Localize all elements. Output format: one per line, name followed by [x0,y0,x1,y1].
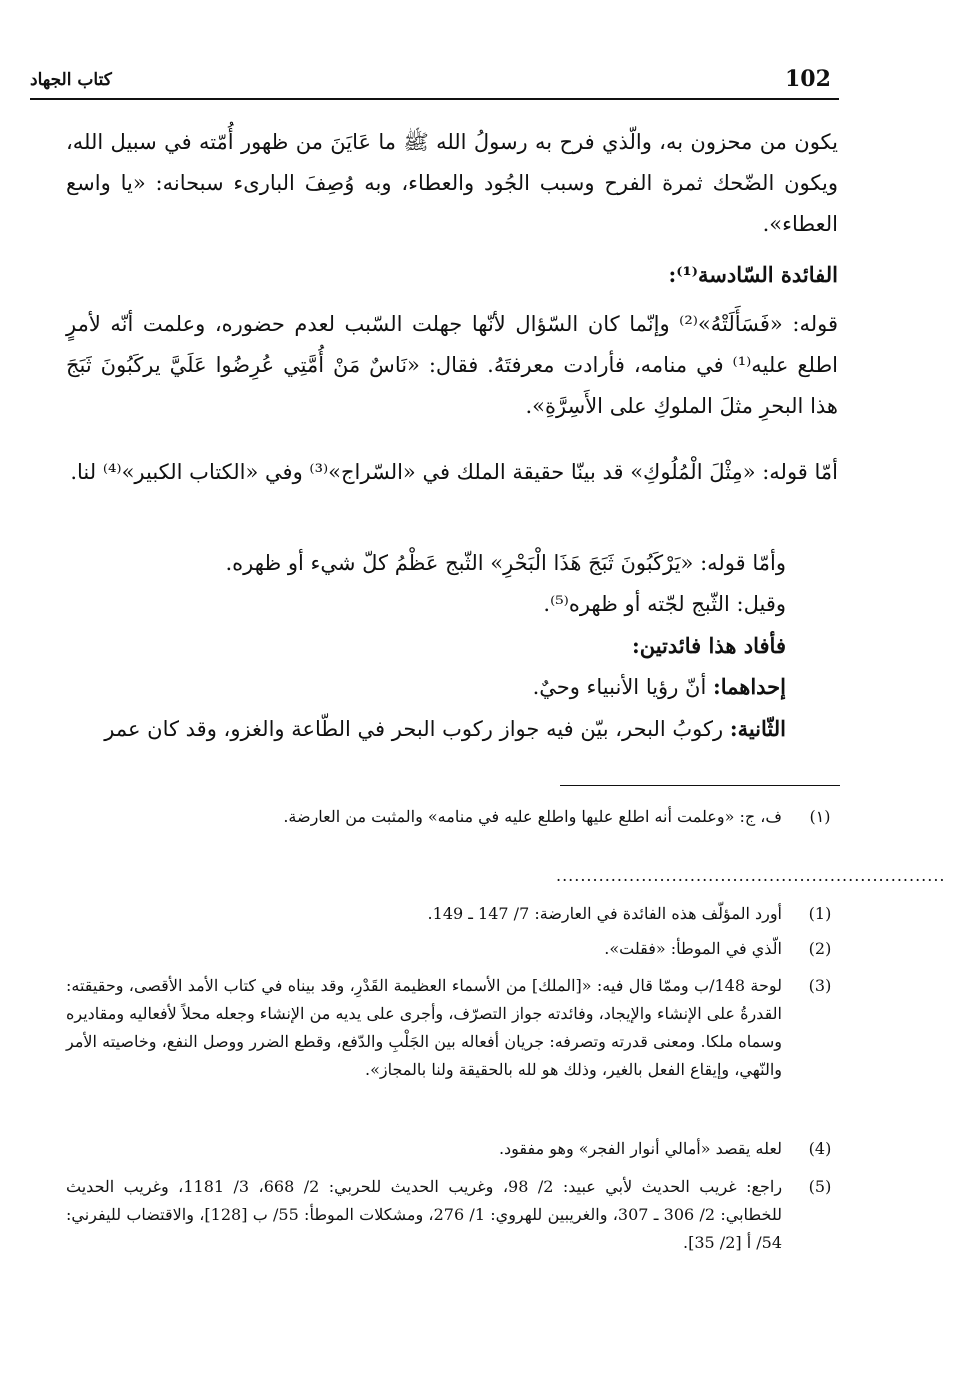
section-heading [66,254,838,295]
dotted-separator: ................................................................ [556,866,946,885]
first-text: أنّ رؤيا الأنبياء وحيٌ. [532,675,713,699]
footnote-text: راجع: غريب الحديث لأبي عبيد: 2/ 98، وغريب الحديث للحربي: 2/ 668، 3/ 1181، وغريب الحديث للخطابي: 2/ 306 ـ 307، والغريبين للهروي: 1/ 276، ومشكلات الموطأ: 55/ ب [128]، والاقتضاب لليفرني: 54/ أ [2/ 35]. [66,1177,783,1252]
sub-paragraph-5 [66,708,786,750]
footnote-top-1 [66,803,838,831]
footnote-2 [66,935,838,963]
footnote-4 [66,1135,838,1163]
paragraph-2 [66,304,838,427]
footnote-number: (1) [808,904,832,923]
footnote-number: (4) [808,1139,832,1158]
footnote-5 [66,1173,838,1257]
footnote-3 [66,972,838,1084]
footnote-number: (2) [808,939,832,958]
paragraph-1-text: يكون من محزون به، والّذي فرح به رسولُ الله ﷺ ما عَايَنَ من ظهور أُمّته في سبيل الله، ويكون الضّحك ثمرة الفرح وسبب الجُود والعطاء، وبه وُصِفَ البارىء سبحانه: «يا واسع العطاء». [66,130,838,236]
sub-paragraph-2: وقيل: الثّبج لجّته أو ظهره⁽⁵⁾. [543,592,786,616]
paragraph-3 [66,452,838,493]
paragraph-2-text: قوله: «فَسَأَلَتْهُ»⁽²⁾ وإنّما كان السّؤال لأنّها جهلت السّبب لعدم حضوره، وعلمت أنّه لأمرٍ اطلع عليه⁽¹⁾ في منامه، فأرادت معرفتَهُ. فقال: «نَاسٌ مَنْ أُمَّتِي عُرِضُوا عَلَيَّ يركَبُونَ ثَبَجَ هذا البحرِ مثلَ الملوكِ على الأَسِرَّةِ». [66,312,838,418]
running-title: كتاب الجهاد [30,70,112,90]
footnote-number: (3) [808,976,832,995]
sub-paragraph-3: فأفاد هذا فائدتين: [631,633,786,658]
sub-paragraphs [66,543,786,750]
sub-paragraph-1: وأمّا قوله: «يَرْكَبُونَ ثَبَجَ هَذَا الْبَحْرِ» الثّبج عَظْمُ كلّ شيء أو ظهره. [225,551,786,575]
section-heading-text: الفائدة السّادسة⁽¹⁾: [668,262,838,287]
paragraph-3-text: أمّا قوله: «مِثْلَ الْمُلُوكِ» قد بينّا حقيقة الملك في «السّراج»⁽³⁾ وفي «الكتاب الكبير»⁽⁴⁾ لنا. [70,460,838,484]
paragraph-1 [66,122,838,245]
footnote-text: ف، ج: «وعلمت أنه اطلع عليها واطلع عليه في منامه» والمثبت من العارضة. [283,807,782,826]
second-label: الثّانية: [729,716,786,741]
sub-paragraph-4 [66,666,786,708]
footnote-text: لعله يقصد «أمالي أنوار الفجر» وهو مفقود. [498,1139,782,1158]
first-label: إحداهما: [712,674,786,699]
footnote-number: (١) [809,807,831,826]
footnote-text: الّذي في الموطأ: «فقلت». [604,939,782,958]
footnote-number: (5) [808,1177,832,1196]
page-number: 102 [785,66,831,92]
footnote-1 [66,900,838,928]
footnote-text: لوحة 148/ب وممّا قال فيه: «[الملك] من الأسماء العظيمة القَدْرِ، وقد بيناه في كتاب الأمد الأقصى، وحقيقته: القدرةُ على الإنشاء والإيجاد، وفائدته جواز التصرّف، وأجرى على يديه من الإنشاء وجعله محلاً لأفعاليه ومقاديره وسماه ملكا. ومعنى قدرته وتصرفه: جريان أفعاله بين الجَلْبِ والدّفع، وقطع الضرر ووصل النفع، وخاصيته الأمر والنّهي، وإيقاع الفعل بالغير، وذلك هو لله بالحقيقة ولنا بالمجاز». [66,976,782,1079]
footnote-separator [560,785,840,786]
footnote-text: أورد المؤلّف هذه الفائدة في العارضة: 7/ 147 ـ 149. [427,904,782,923]
second-text: ركوبُ البحر، بيّن فيه جواز ركوب البحر في الطّاعة والغزو، وقد كان عمر [104,717,730,741]
page-header [30,58,839,100]
